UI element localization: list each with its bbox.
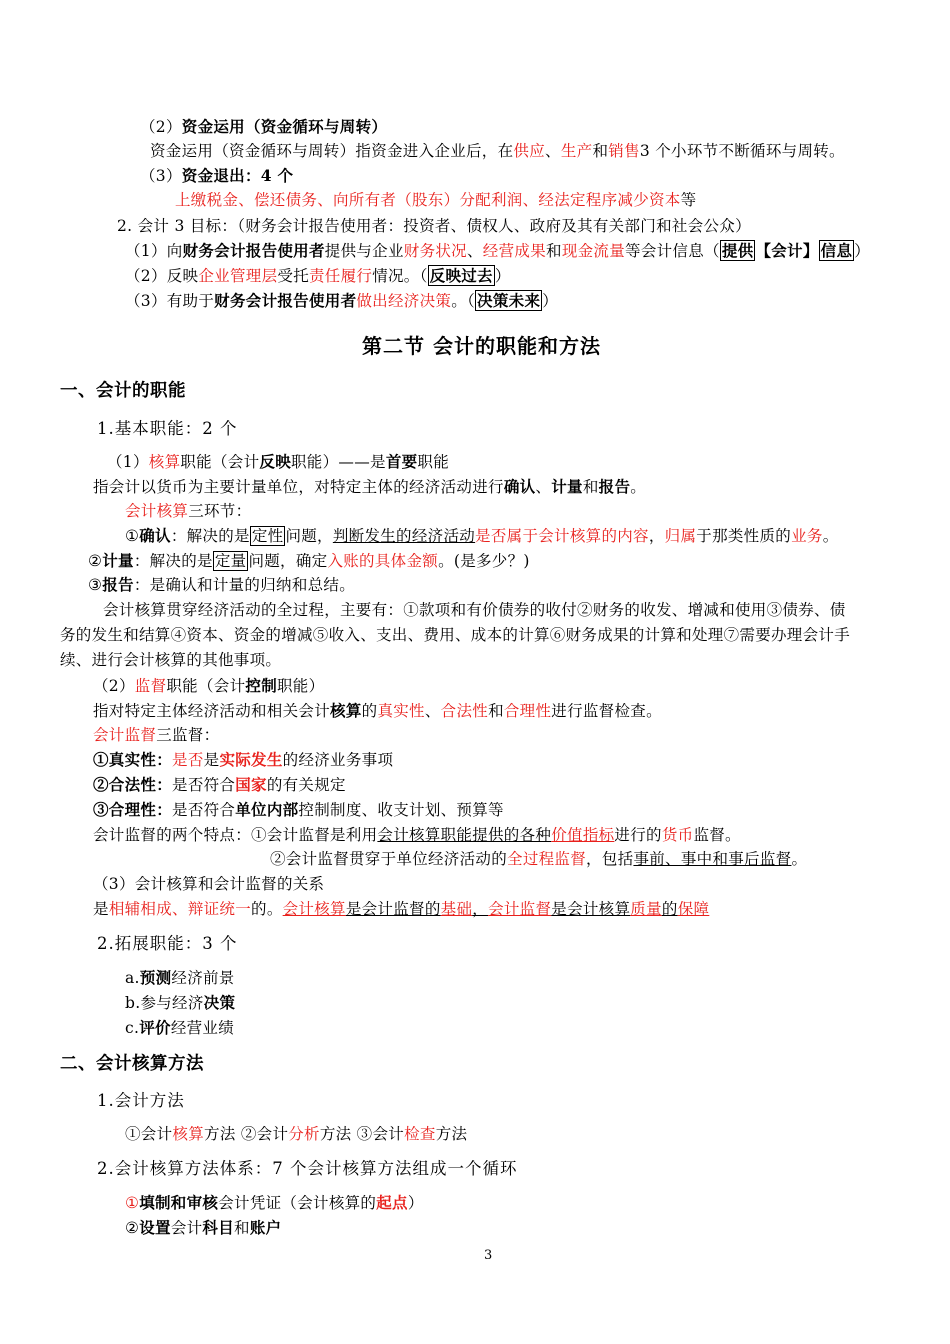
heading-methods: 二、会计核算方法 — [60, 1054, 204, 1074]
line-legality: ②合法性：是否符合国家的有关规定 — [93, 775, 346, 794]
line-accounting-methods: 1.会计方法 — [97, 1091, 185, 1110]
line-ext-b: b.参与经济决策 — [125, 993, 236, 1012]
line-relationship-heading: （3）会计核算和会计监督的关系 — [93, 875, 325, 893]
line-method-system: 2.会计核算方法体系：7 个会计核算方法组成一个循环 — [97, 1159, 518, 1178]
line-fund-exit-items: 上缴税金、偿还债务、向所有者（股东）分配利润、经法定程序减少资本等 — [175, 191, 697, 209]
line-goal-2: （2）反映企业管理层受托责任履行情况。（ 反映过去 ） — [125, 266, 511, 285]
line-three-links: 会计核算三环节： — [125, 502, 252, 520]
page-number: 3 — [484, 1248, 493, 1263]
line-goals: 2. 会计 3 目标：（财务会计报告使用者：投资者、债权人、政府及其有关部门和社会公众） — [117, 217, 751, 235]
line-accounting-def: 指会计以货币为主要计量单位，对特定主体的经济活动进行确认、计量和报告。 — [93, 477, 647, 496]
line-ext-c: c.评价经营业绩 — [125, 1018, 235, 1037]
line-process-1: 会计核算贯穿经济活动的全过程，主要有：①款项和有价债券的收付②财务的收发、增减和使用③债券、债 — [103, 601, 846, 619]
line-process-3: 续、进行会计核算的其他事项。 — [60, 651, 282, 669]
line-method-2: ②设置会计科目和账户 — [125, 1218, 282, 1237]
line-methods-list: ①会计核算方法 ②会计分析方法 ③会计检查方法 — [125, 1125, 468, 1143]
line-supervision-def: 指对特定主体经济活动和相关会计核算的真实性、合法性和合理性进行监督检查。 — [93, 701, 662, 720]
line-feature-1: 会计监督的两个特点：①会计监督是利用会计核算职能提供的各种价值指标进行的货币监督。 — [93, 826, 741, 844]
line-measure: ②计量：解决的是 定量 问题，确定入账的具体金额。(是多少？) — [88, 551, 530, 570]
line-relationship: 是相辅相成、辩证统一的。会计核算是会计监督的基础，会计监督是会计核算质量的保障 — [93, 900, 710, 918]
line-feature-2: ②会计监督贯穿于单位经济活动的全过程监督，包括事前、事中和事后监督。 — [270, 850, 808, 868]
line-ext-a: a.预测经济前景 — [125, 968, 235, 987]
line-process-2: 务的发生和结算④资本、资金的增减⑤收入、支出、费用、成本的计算⑥财务成果的计算和处理⑦需要办理会计手 — [60, 626, 851, 644]
line-supervision-function: （2）监督职能（会计控制职能） — [93, 676, 325, 695]
heading-functions: 一、会计的职能 — [60, 381, 186, 401]
line-accounting-function: （1）核算职能（会计反映职能）——是首要职能 — [107, 452, 450, 471]
line-authenticity: ①真实性：是否是实际发生的经济业务事项 — [93, 750, 394, 769]
line-report: ③报告：是确认和计量的归纳和总结。 — [88, 575, 356, 594]
line-three-supervisions: 会计监督三监督： — [93, 726, 220, 744]
line-fund-use-heading: （2）资金运用（资金循环与周转） — [140, 117, 388, 136]
line-goal-3: （3）有助于财务会计报告使用者做出经济决策。（ 决策未来 ） — [125, 291, 559, 310]
line-method-1: ①填制和审核会计凭证（会计核算的起点） — [125, 1193, 424, 1212]
line-confirm: ①确认：解决的是 定性 问题，判断发生的经济活动是否属于会计核算的内容，归属于那类性质的业务。 — [125, 526, 839, 545]
section-title: 第二节 会计的职能和方法 — [362, 334, 601, 358]
line-rationality: ③合理性：是否符合单位内部控制制度、收支计划、预算等 — [93, 800, 504, 819]
line-fund-use-desc: 资金运用（资金循环与周转）指资金进入企业后，在供应、生产和销售3 个小环节不断循环与周转。 — [150, 142, 845, 160]
line-basic-functions: 1.基本职能：2 个 — [97, 419, 238, 438]
line-fund-exit-heading: （3）资金退出：4 个 — [140, 166, 294, 185]
line-goal-1: （1）向财务会计报告使用者提供与企业财务状况、经营成果和现金流量等会计信息（ 提供 【会计】 信息 ） — [125, 241, 871, 260]
line-extended-functions: 2.拓展职能：3 个 — [97, 934, 238, 953]
